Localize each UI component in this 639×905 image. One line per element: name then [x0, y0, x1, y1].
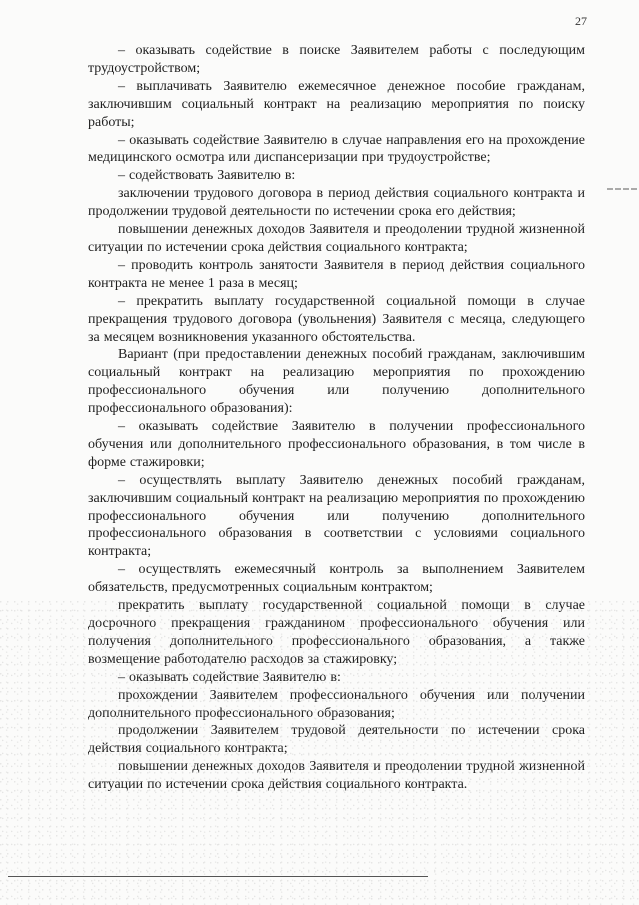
paragraph: – выплачивать Заявителю ежемесячное денежное пособие гражданам, заключившим социальный контракт на реализацию мероприятия по поиску работы;: [88, 78, 585, 130]
document-body: [88, 42, 585, 794]
paragraph: – оказывать содействие Заявителю в получении профессионального обучения или дополнительного профессионального образования, в том числе в форме стажировки;: [88, 419, 585, 470]
page-number: 27: [575, 14, 587, 28]
paragraph: повышении денежных доходов Заявителя и преодолении трудной жизненной ситуации по истечении срока действия социального контракта.: [88, 759, 585, 793]
paragraph: прохождении Заявителем профессионального обучения или получении дополнительного профессионального образования;: [88, 687, 585, 721]
paragraph: – осуществлять ежемесячный контроль за выполнением Заявителем обязательств, предусмотренных социальным контрактом;: [88, 562, 585, 596]
paragraph: – содействовать Заявителю в:: [118, 168, 296, 184]
paragraph: прекратить выплату государственной социальной помощи в случае досрочного прекращения гражданином профессионального обучения или получения дополнительного профессионального образования, а также возмещение работодателю расходов за стажировку;: [88, 598, 585, 667]
paragraph: повышении денежных доходов Заявителя и преодолении трудной жизненной ситуации по истечении срока действия социального контракта;: [88, 222, 585, 255]
paragraph: – оказывать содействие Заявителю в:: [118, 669, 341, 685]
paragraph: продолжении Заявителем трудовой деятельности по истечении срока действия социального контракта;: [88, 723, 585, 757]
paragraph: – прекратить выплату государственной социальной помощи в случае прекращения трудового договора (увольнения) Заявителя с месяца, следующего за месяцем возникновения указанного обстоятельства.: [88, 293, 585, 345]
page-bottom-rule: [8, 876, 428, 877]
paragraph: – оказывать содействие Заявителю в случае направления его на прохождение медицинского осмотра или диспансеризации при трудоустройстве;: [88, 132, 585, 166]
paragraph: Вариант (при предоставлении денежных пособий гражданам, заключившим социальный контракт на реализацию мероприятия по прохождению профессионального обучения или получению дополнительного профессионального образования):: [88, 347, 585, 417]
paragraph: – оказывать содействие в поиске Заявителем работы с последующим трудоустройством;: [88, 43, 585, 76]
paragraph: заключении трудового договора в период действия социального контракта и продолжении трудовой деятельности по истечении срока его действия;: [88, 186, 585, 220]
paragraph: – проводить контроль занятости Заявителя в период действия социального контракта не менее 1 раза в месяц;: [88, 257, 585, 291]
paragraph: – осуществлять выплату Заявителю денежных пособий гражданам, заключившим социальный контракт на реализацию мероприятия по прохождению профессионального обучения или получению дополнительного профессионального образования в соответствии с условиями социального контракта;: [88, 472, 585, 560]
scan-artifact-dash: [607, 188, 637, 192]
